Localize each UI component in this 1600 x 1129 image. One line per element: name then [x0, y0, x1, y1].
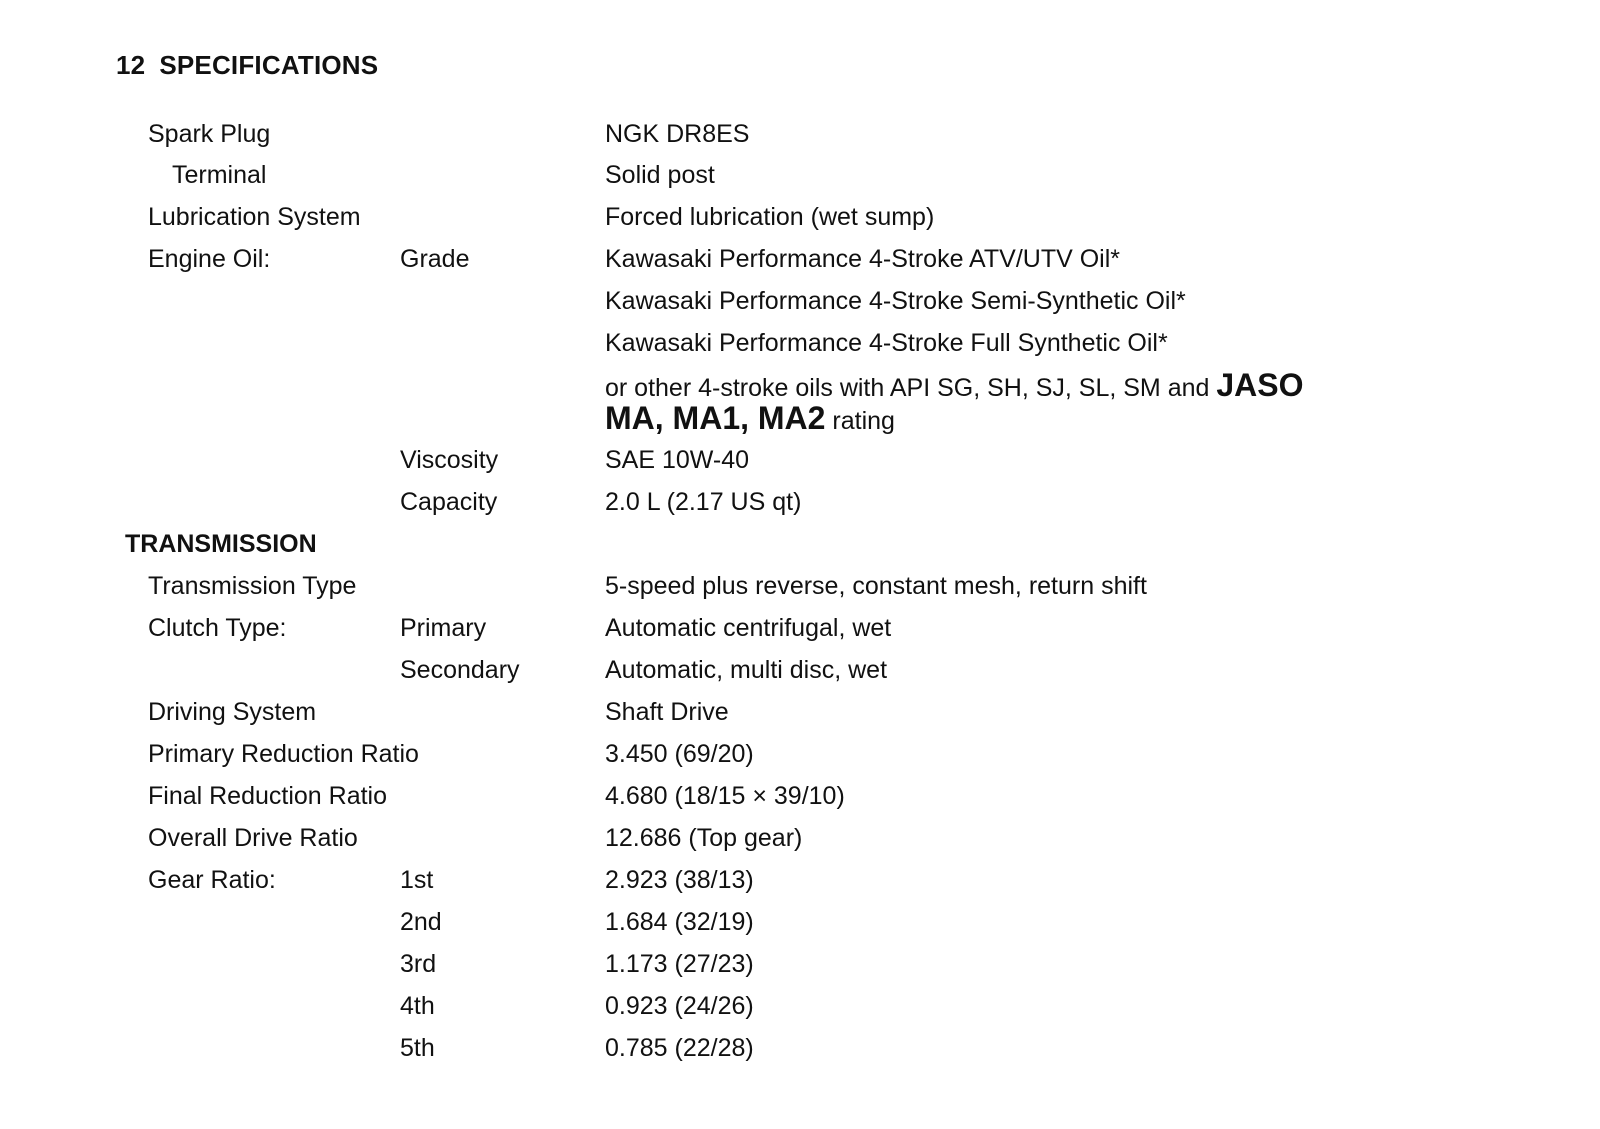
section-heading-transmission: TRANSMISSION [125, 530, 317, 558]
spec-label: Final Reduction Ratio [148, 782, 388, 810]
spec-label: Driving System [148, 698, 317, 726]
spec-value: 1.173 (27/23) [605, 950, 754, 978]
spec-value: Forced lubrication (wet sump) [605, 203, 935, 231]
spec-value: 0.923 (24/26) [605, 992, 754, 1020]
page-header [116, 50, 378, 81]
oil-rating-suffix: rating [825, 407, 895, 435]
spec-value: SAE 10W-40 [605, 446, 750, 474]
spec-label: Terminal [172, 161, 267, 189]
page-number: 12 [116, 50, 146, 80]
spec-value: 2.923 (38/13) [605, 866, 754, 894]
spec-value: NGK DR8ES [605, 120, 750, 148]
spec-label: Lubrication System [148, 203, 361, 231]
spec-value: 1.684 (32/19) [605, 908, 754, 936]
spec-value: 4.680 (18/15 × 39/10) [605, 782, 845, 810]
spec-value: Kawasaki Performance 4-Stroke Full Synthetic Oil* [605, 329, 1168, 357]
oil-rating-text [605, 367, 1304, 436]
spec-sublabel: Grade [400, 245, 470, 273]
oil-rating-grades: MA, MA1, MA2 [605, 400, 826, 436]
spec-value: Shaft Drive [605, 698, 729, 726]
spec-label: Spark Plug [148, 120, 271, 148]
spec-value: 5-speed plus reverse, constant mesh, return shift [605, 572, 1147, 600]
spec-value: Kawasaki Performance 4-Stroke ATV/UTV Oil* [605, 245, 1120, 273]
spec-value: 3.450 (69/20) [605, 740, 754, 768]
page-title: SPECIFICATIONS [159, 50, 379, 80]
spec-value: Automatic centrifugal, wet [605, 614, 892, 642]
spec-label: Gear Ratio: [148, 866, 276, 894]
spec-value: Automatic, multi disc, wet [605, 656, 888, 684]
spec-sublabel: Primary [400, 614, 487, 642]
spec-label: Primary Reduction Ratio [148, 740, 419, 768]
spec-label: Clutch Type: [148, 614, 287, 642]
oil-rating-line-1 [605, 367, 1304, 403]
spec-sublabel: 1st [400, 866, 434, 894]
spec-value: 2.0 L (2.17 US qt) [605, 488, 802, 516]
spec-sublabel: 2nd [400, 908, 442, 936]
spec-label: Engine Oil: [148, 245, 271, 273]
spec-value: 0.785 (22/28) [605, 1034, 754, 1062]
spec-sublabel: 4th [400, 992, 435, 1020]
spec-value: Kawasaki Performance 4-Stroke Semi-Synthetic Oil* [605, 287, 1186, 315]
spec-label: Transmission Type [148, 572, 357, 600]
spec-sublabel: Capacity [400, 488, 498, 516]
spec-sublabel: 3rd [400, 950, 437, 978]
spec-sublabel: Secondary [400, 656, 520, 684]
spec-label: Overall Drive Ratio [148, 824, 358, 852]
spec-value: 12.686 (Top gear) [605, 824, 803, 852]
oil-rating-prefix: or other 4-stroke oils with API SG, SH, SJ, SL, SM and [605, 374, 1217, 402]
oil-rating-line-2 [605, 400, 1304, 436]
oil-rating-jaso: JASO [1216, 367, 1304, 403]
spec-sublabel: 5th [400, 1034, 435, 1062]
spec-sublabel: Viscosity [400, 446, 499, 474]
spec-value: Solid post [605, 161, 715, 189]
